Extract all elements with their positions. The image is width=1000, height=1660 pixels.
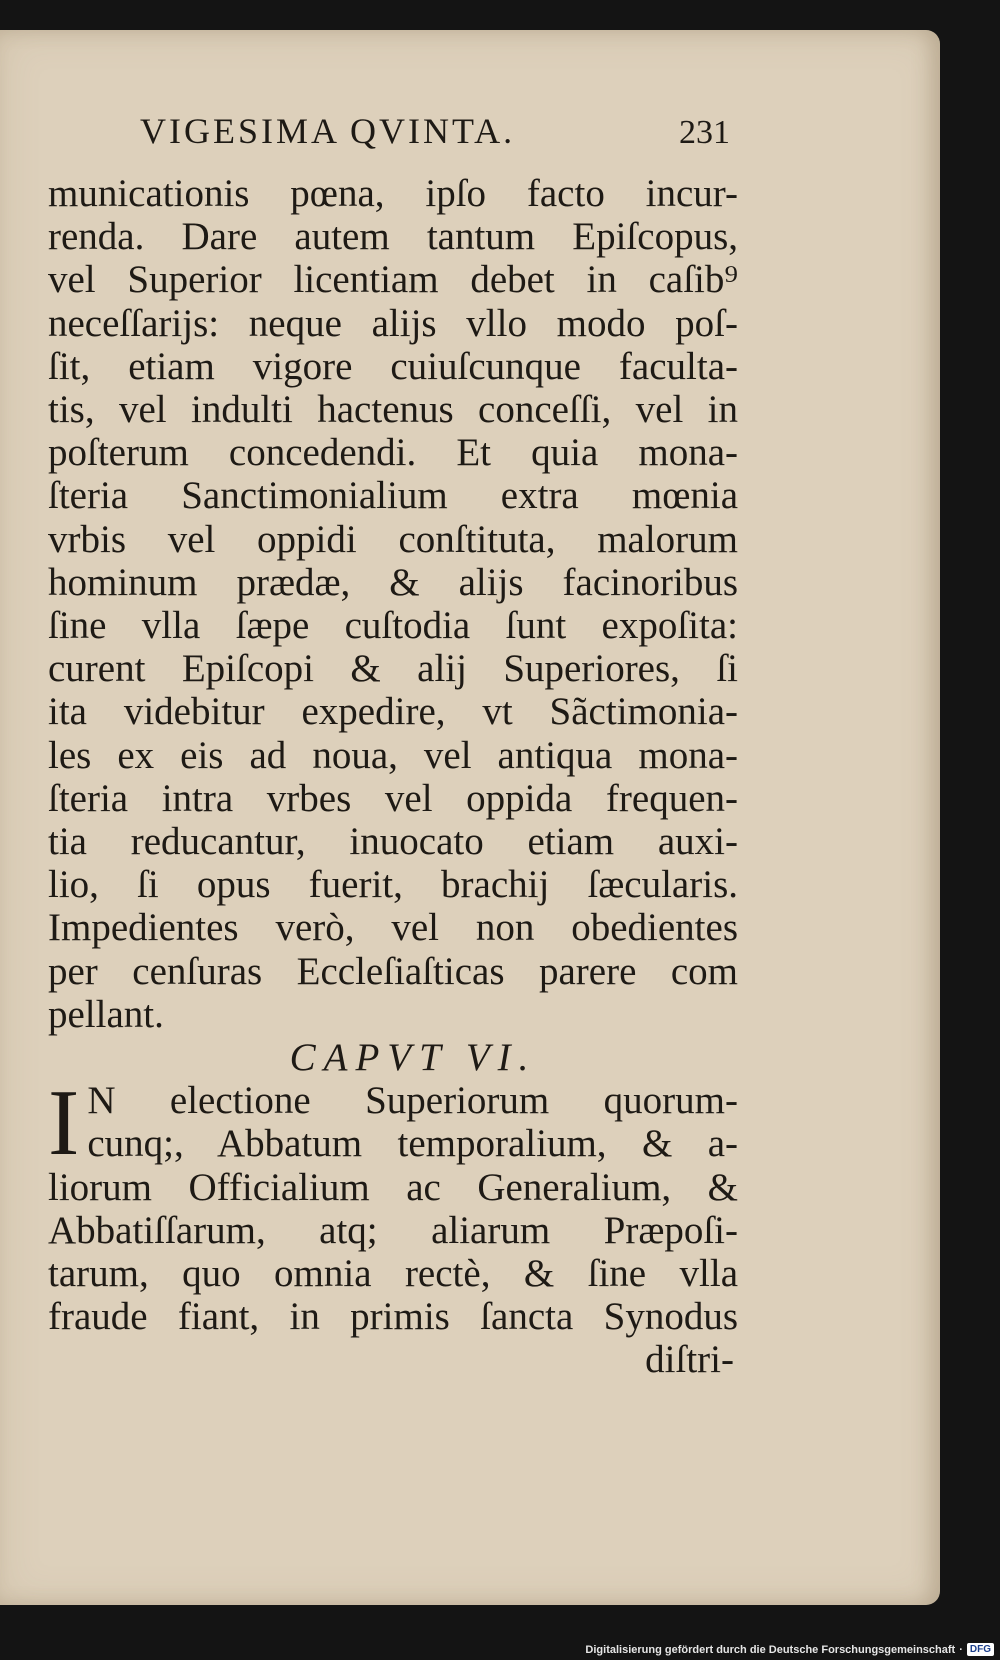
text-line: neceſſarijs: neque alijs vllo modo poſ- [48,301,738,345]
text-line: ita videbitur expedire, vt Sãctimonia- [48,690,738,734]
text-line: les ex eis ad noua, vel antiqua mona- [48,733,738,777]
text-line: tis, vel indulti hactenus conceſſi, vel in [48,388,738,432]
text-line: per cenſuras Eccleſiaſticas parere com [48,949,738,993]
text-line: fraude fiant, in primis ſancta Synodus [48,1295,738,1339]
text-line: hominum prædæ, & alijs facinoribus [48,560,738,604]
text-line: tia reducantur, inuocato etiam auxi- [48,820,738,864]
chapter-text [48,1071,738,1339]
book-page [0,30,940,1605]
text-line: tarum, quo omnia rectè, & ſine vlla [48,1252,738,1296]
dfg-logo-icon: DFG [967,1643,994,1656]
digitization-footer [585,1643,994,1656]
page-header [140,110,730,152]
drop-cap: I [48,1071,80,1176]
text-line: curent Epiſcopi & alij Superiores, ſi [48,647,738,691]
catchword: diſtri- [645,1338,734,1382]
funding-credit: Digitalisierung gefördert durch die Deutsche Forschungsgemeinschaft [585,1643,956,1656]
text-line: ſit, etiam vigore cuiuſcunque faculta- [48,344,738,388]
text-line: N electione Superiorum quorum- [87,1079,738,1123]
text-block [48,172,738,1382]
text-line: cunq;, Abbatum temporalium, & a- [87,1122,738,1166]
page-number: 231 [679,114,730,151]
text-line: vrbis vel oppidi conſtituta, malorum [48,517,738,561]
chapter-heading: CAPVT VI. [289,1036,537,1080]
text-line: municationis pœna, ipſo facto incur- [48,172,738,215]
text-line: lio, ſi opus fuerit, brachij ſæcularis. [48,863,738,907]
text-line: vel Superior licentiam debet in caſib⁹ [48,258,738,302]
text-line: liorum Officialium ac Generalium, & [48,1165,738,1209]
text-line: Abbatiſſarum, atq; aliarum Præpoſi- [48,1208,738,1252]
text-line: ſine vlla ſæpe cuſtodia ſunt expoſita: [48,604,738,648]
text-line: poſterum concedendi. Et quia mona- [48,431,738,475]
footer-separator: · [959,1643,963,1656]
text-line: Impedientes verò, vel non obedientes [48,906,738,950]
text-line: ſteria Sanctimonialium extra mœnia [48,474,738,518]
text-line: renda. Dare autem tantum Epiſcopus, [48,215,738,259]
text-line: ſteria intra vrbes vel oppida frequen- [48,776,738,820]
running-head: VIGESIMA QVINTA. [140,111,516,151]
text-line-last: pellant. [48,992,164,1036]
